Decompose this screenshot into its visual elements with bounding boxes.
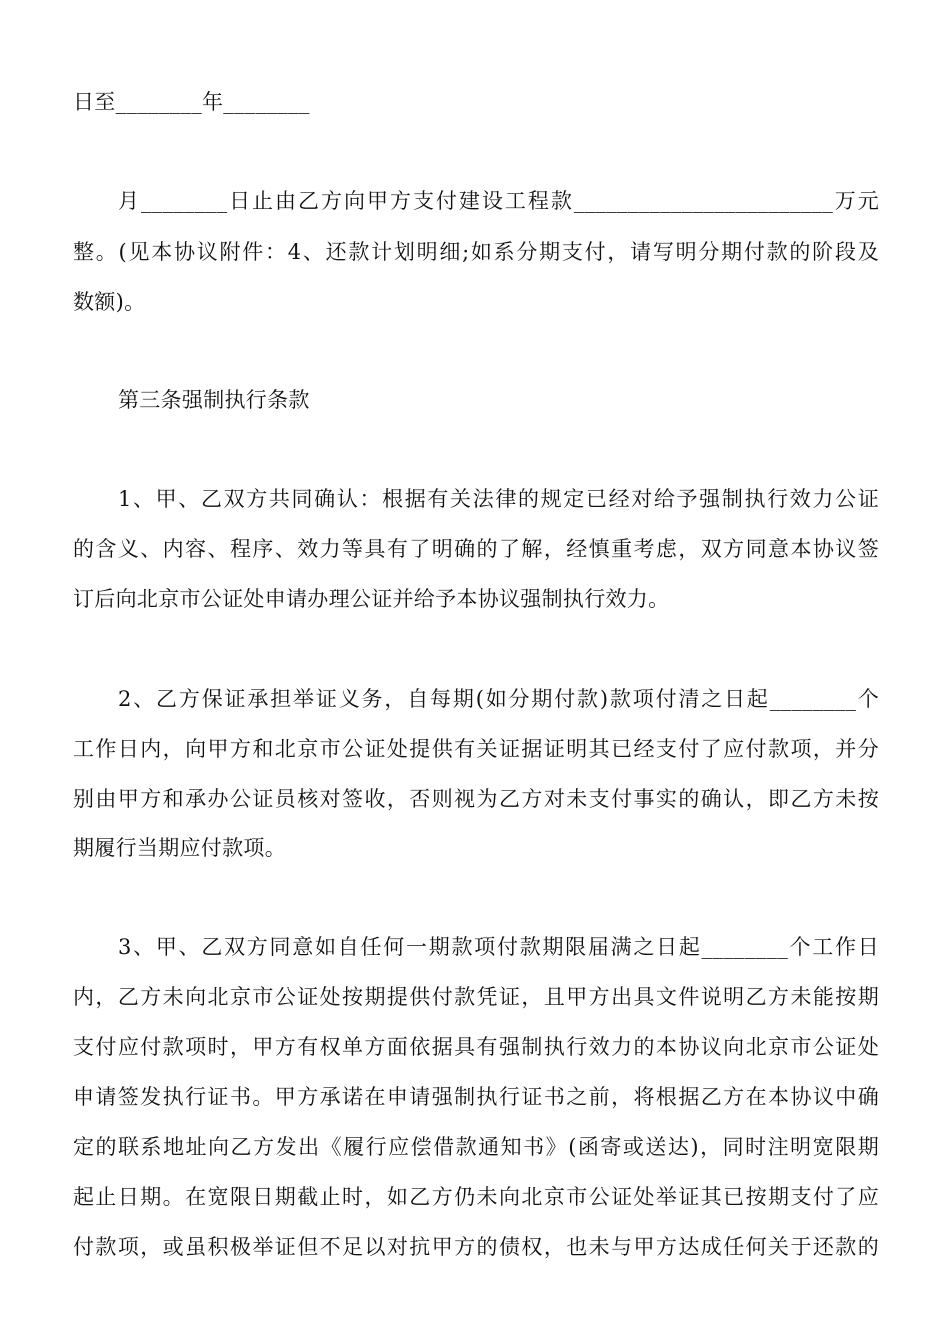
text-line-clause-2-c: 别由甲方和承办公证员核对签收，否则视为乙方对未支付事实的确认，即乙方未按: [73, 787, 879, 811]
text-line-payment-amount: 月________日止由乙方向甲方支付建设工程款________________________万元: [118, 189, 879, 213]
text-line-clause-3-f: 起止日期。在宽限日期截止时，如乙方仍未向北京市公证处举证其已按期支付了应: [73, 1185, 879, 1209]
text-line-clause-1-b: 的含义、内容、程序、效力等具有了明确的了解，经慎重考虑，双方同意本协议签: [73, 537, 879, 561]
text-line-clause-3-g: 付款项，或虽积极举证但不足以对抗甲方的债权，也未与甲方达成任何关于还款的: [73, 1235, 879, 1259]
text-line-clause-1-c: 订后向北京市公证处申请办理公证并给予本协议强制执行效力。: [73, 587, 670, 611]
text-line-clause-2-b: 工作日内，向甲方和北京市公证处提供有关证据证明其已经支付了应付款项，并分: [73, 737, 879, 761]
text-line-clause-2-a: 2、乙方保证承担举证义务，自每期(如分期付款)款项付清之日起________个: [118, 687, 879, 711]
text-line-clause-3-b: 内，乙方未向北京市公证处按期提供付款凭证，且甲方出具文件说明乙方未能按期: [73, 985, 879, 1009]
text-line-clause-3-e: 定的联系地址向乙方发出《履行应偿借款通知书》(函寄或送达)，同时注明宽限期: [73, 1135, 879, 1159]
section-heading-article-3: 第三条强制执行条款: [118, 388, 310, 412]
text-line-clause-3-a: 3、甲、乙双方同意如自任何一期款项付款期限届满之日起________个工作日: [118, 935, 879, 959]
text-line-clause-2-d: 期履行当期应付款项。: [73, 836, 286, 860]
text-line-payment-end: 数额)。: [73, 290, 146, 314]
text-line-clause-3-d: 申请签发执行证书。甲方承诺在申请强制执行证书之前，将根据乙方在本协议中确: [73, 1085, 879, 1109]
text-line-payment-attachment: 整。(见本协议附件：4、还款计划明细;如系分期支付，请写明分期付款的阶段及: [73, 240, 879, 264]
text-line-clause-3-c: 支付应付款项时，甲方有权单方面依据具有强制执行效力的本协议向北京市公证处: [73, 1035, 879, 1059]
text-line-clause-1-a: 1、甲、乙双方共同确认：根据有关法律的规定已经对给予强制执行效力公证: [118, 487, 879, 511]
text-line-date-end: 日至________年________: [73, 90, 310, 114]
